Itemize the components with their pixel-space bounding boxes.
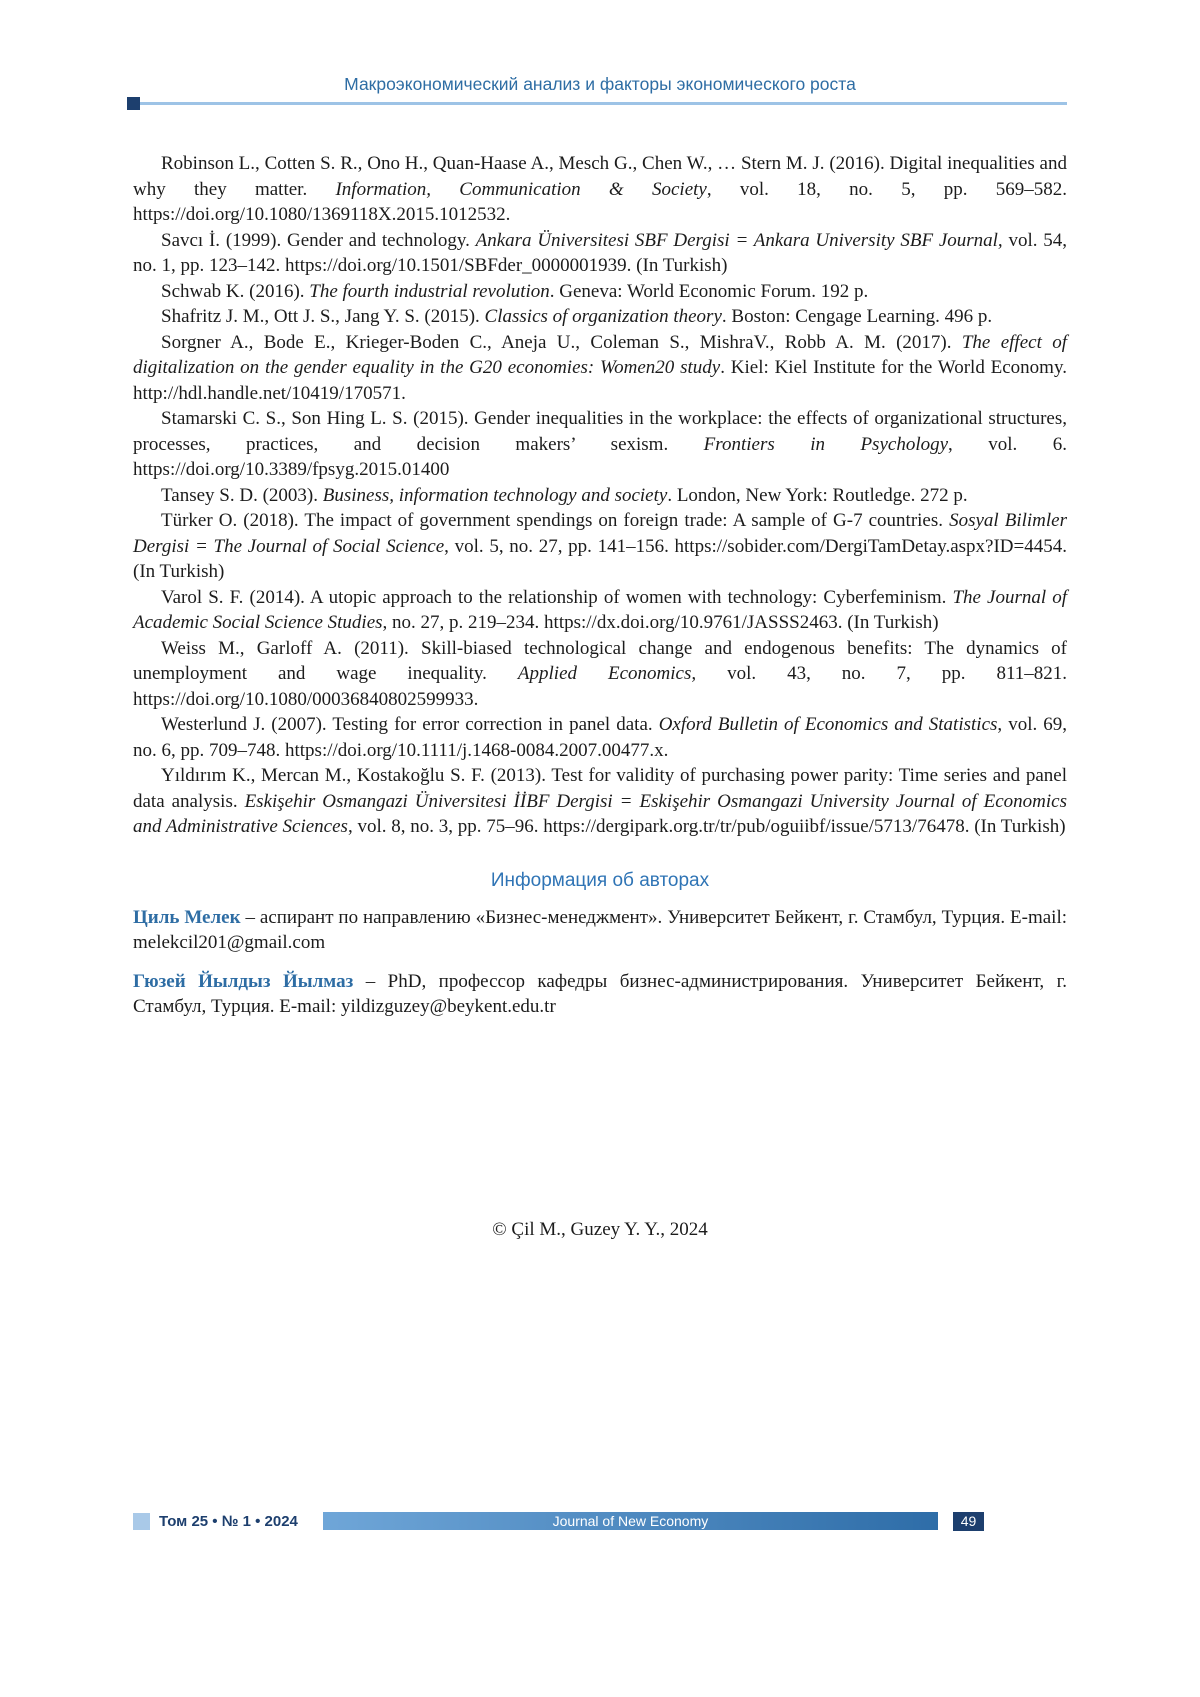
reference-item: Stamarski C. S., Son Hing L. S. (2015). Gender inequalities in the workplace: the effects of organizational structures, processes, practices, and decision makers’ sexism. Frontiers in Psychology, vol. 6. https://doi.org/10.3389/fpsyg.2015.01400	[133, 408, 1067, 480]
reference-item: Yıldırım K., Mercan M., Kostakoğlu S. F. (2013). Test for validity of purchasing power parity: Time series and panel data analysis. Eskişehir Osmangazi Üniversitesi İİBF Dergisi = Eskişehir Osmangazi University Journal of Economics and Administrative Sciences, vol. 8, no. 3, pp. 75–96. https://dergipark.org.tr/tr/pub/oguiibf/issue/5713/76478. (In Turkish)	[133, 765, 1068, 837]
reference-item: Weiss M., Garloff A. (2011). Skill-biased technological change and endogenous benefits: The dynamics of unemployment and wage inequality. Applied Economics, vol. 43, no. 7, pp. 811–821. https://doi.org/10.1080/00036840802599933.	[133, 637, 1068, 710]
reference-item: Shafritz J. M., Ott J. S., Jang Y. S. (2015). Classics of organization theory. Boston: Cengage Learning. 496 p.	[161, 306, 993, 327]
reference-item: Türker O. (2018). The impact of government spendings on foreign trade: A sample of G-7 countries. Sosyal Bilimler Dergisi = The Journal of Social Science, vol. 5, no. 27, pp. 141–156. https://sobider.com/DergiTamDetay.aspx?ID=4454. (In Turkish)	[133, 510, 1067, 582]
reference-item: Westerlund J. (2007). Testing for error correction in panel data. Oxford Bulletin of Economics and Statistics, vol. 69, no. 6, pp. 709–748. https://doi.org/10.1111/j.1468-0084.2007.00477.x.	[133, 714, 1068, 761]
authors-list	[133, 905, 1067, 1020]
footer-journal-bar: Journal of New Economy	[323, 1512, 938, 1530]
page-content	[133, 151, 1067, 1020]
copyright-line: © Çil M., Guzey Y. Y., 2024	[492, 1219, 708, 1240]
running-head-title: Макроэкономический анализ и факторы экономического роста	[344, 74, 856, 94]
footer-page-number: 49	[953, 1512, 984, 1531]
footer-volume-square	[133, 1513, 150, 1530]
reference-item: Varol S. F. (2014). A utopic approach to the relationship of women with technology: Cyberfeminism. The Journal of Academic Social Science Studies, no. 27, p. 219–234. https://dx.doi.org/10.9761/JASSS2463. (In Turkish)	[133, 586, 1067, 633]
references-list	[133, 151, 1067, 840]
footer-volume-text: Том 25 • № 1 • 2024	[159, 1512, 298, 1530]
page-footer	[133, 1511, 984, 1531]
footer-volume-group	[133, 1513, 298, 1530]
reference-item: Tansey S. D. (2003). Business, information technology and society. London, New York: Routledge. 272 p.	[161, 484, 968, 506]
authors-section-title: Информация об авторах	[490, 869, 710, 891]
header-rule	[127, 102, 1067, 105]
reference-item: Robinson L., Cotten S. R., Ono H., Quan-Haase A., Mesch G., Chen W., … Stern M. J. (2016). Digital inequalities and why they matter. Information, Communication & Society, vol. 18, no. 5, pp. 569–582. https://doi.org/10.1080/1369118X.2015.1012532.	[133, 153, 1067, 225]
author-entry: Гюзей Йылдыз Йылмаз – PhD, профессор кафедры бизнес-администрирования. Университет Бейкент, г. Стамбул, Турция. E-mail: yildizguzey@beykent.edu.tr	[133, 970, 1067, 1017]
author-entry: Циль Мелек – аспирант по направлению «Бизнес-менеджмент». Университет Бейкент, г. Стамбул, Турция. E-mail: melekcil201@gmail.com	[133, 906, 1067, 953]
header-rule-square	[127, 97, 140, 110]
reference-item: Schwab K. (2016). The fourth industrial revolution. Geneva: World Economic Forum. 192 p.	[161, 280, 869, 302]
reference-item: Sorgner A., Bode E., Krieger-Boden C., Aneja U., Coleman S., MishraV., Robb A. M. (2017). The effect of digitalization on the gender equality in the G20 economies: Women20 study. Kiel: Kiel Institute for the World Economy. http://hdl.handle.net/10419/170571.	[133, 331, 1068, 404]
reference-item: Savcı İ. (1999). Gender and technology. Ankara Üniversitesi SBF Dergisi = Ankara University SBF Journal, vol. 54, no. 1, pp. 123–142. https://doi.org/10.1501/SBFder_0000001939. (In Turkish)	[133, 229, 1068, 276]
